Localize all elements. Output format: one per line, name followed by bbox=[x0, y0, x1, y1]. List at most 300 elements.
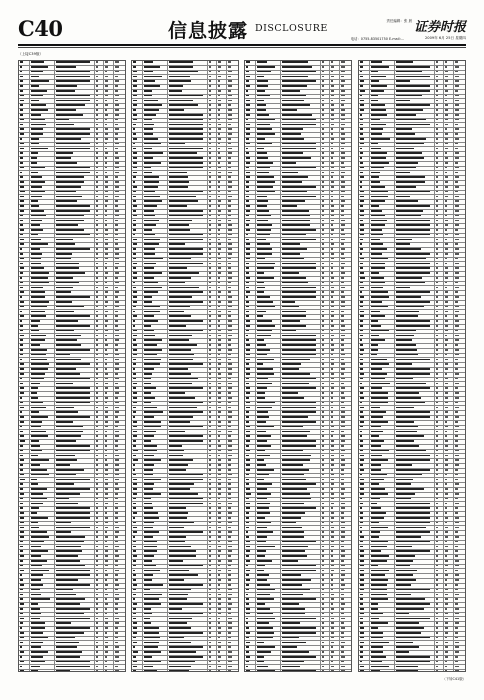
cell-text-glyphs bbox=[115, 282, 118, 284]
cell-text-glyphs bbox=[115, 200, 118, 202]
cell-text-glyphs bbox=[56, 488, 90, 490]
table-cell bbox=[340, 229, 351, 233]
table-cell bbox=[19, 286, 30, 290]
cell-text-glyphs bbox=[169, 196, 196, 198]
cell-text-glyphs bbox=[115, 579, 118, 581]
cell-text-glyphs bbox=[341, 220, 344, 222]
table-cell bbox=[132, 536, 143, 540]
cell-text-glyphs bbox=[56, 335, 81, 337]
table-cell bbox=[227, 277, 238, 281]
cell-text-glyphs bbox=[144, 124, 154, 126]
cell-text-glyphs bbox=[331, 114, 334, 116]
table-cell bbox=[168, 603, 208, 607]
table-cell bbox=[104, 579, 115, 583]
table-cell bbox=[132, 215, 143, 219]
cell-text-glyphs bbox=[31, 133, 44, 135]
table-cell bbox=[168, 310, 208, 314]
cell-text-glyphs bbox=[246, 128, 250, 130]
table-cell bbox=[168, 661, 208, 665]
cell-text-glyphs bbox=[56, 536, 85, 538]
table-cell bbox=[245, 85, 256, 89]
table-cell bbox=[321, 363, 329, 367]
cell-text-glyphs bbox=[341, 426, 345, 428]
table-cell bbox=[208, 522, 216, 526]
cell-text-glyphs bbox=[169, 541, 185, 543]
table-cell bbox=[217, 517, 228, 521]
table-cell bbox=[95, 661, 103, 665]
cell-text-glyphs bbox=[209, 220, 211, 222]
cell-text-glyphs bbox=[282, 215, 310, 217]
cell-text-glyphs bbox=[246, 253, 250, 255]
table-cell bbox=[217, 545, 228, 549]
cell-text-glyphs bbox=[20, 354, 23, 356]
table-cell bbox=[55, 248, 95, 252]
cell-text-glyphs bbox=[228, 267, 231, 269]
table-cell bbox=[132, 493, 143, 497]
table-cell bbox=[104, 99, 115, 103]
cell-text-glyphs bbox=[96, 431, 98, 433]
cell-text-glyphs bbox=[218, 512, 221, 514]
table-cell bbox=[114, 306, 125, 310]
cell-text-glyphs bbox=[96, 148, 98, 150]
table-cell bbox=[217, 622, 228, 626]
cell-text-glyphs bbox=[31, 325, 39, 327]
cell-text-glyphs bbox=[56, 80, 90, 82]
table-cell bbox=[104, 95, 115, 99]
table-cell bbox=[95, 426, 103, 430]
cell-text-glyphs bbox=[56, 315, 90, 317]
cell-text-glyphs bbox=[31, 455, 39, 457]
table-cell bbox=[227, 584, 238, 588]
cell-text-glyphs bbox=[56, 421, 73, 423]
table-cell bbox=[321, 387, 329, 391]
table-cell bbox=[208, 545, 216, 549]
cell-text-glyphs bbox=[20, 637, 24, 639]
cell-text-glyphs bbox=[169, 493, 197, 495]
cell-text-glyphs bbox=[257, 383, 272, 385]
table-cell bbox=[104, 478, 115, 482]
cell-text-glyphs bbox=[228, 598, 231, 600]
table-cell bbox=[104, 171, 115, 175]
table-cell bbox=[143, 152, 168, 156]
table-cell bbox=[55, 253, 95, 257]
cell-text-glyphs bbox=[115, 61, 118, 63]
cell-text-glyphs bbox=[20, 234, 23, 236]
cell-text-glyphs bbox=[133, 162, 137, 164]
table-cell bbox=[321, 109, 329, 113]
cell-text-glyphs bbox=[341, 90, 344, 92]
cell-text-glyphs bbox=[115, 119, 118, 121]
cell-text-glyphs bbox=[115, 598, 118, 600]
table-cell bbox=[114, 632, 125, 636]
cell-text-glyphs bbox=[322, 167, 324, 169]
cell-text-glyphs bbox=[169, 224, 189, 226]
cell-text-glyphs bbox=[133, 119, 137, 121]
cell-text-glyphs bbox=[322, 133, 324, 135]
table-cell bbox=[227, 200, 238, 204]
table-cell bbox=[281, 330, 321, 334]
cell-text-glyphs bbox=[228, 162, 231, 164]
table-cell bbox=[95, 440, 103, 444]
table-cell bbox=[227, 219, 238, 223]
cell-text-glyphs bbox=[115, 416, 118, 418]
cell-text-glyphs bbox=[169, 378, 198, 380]
cell-text-glyphs bbox=[331, 282, 334, 284]
table-cell bbox=[95, 368, 103, 372]
cell-text-glyphs bbox=[282, 344, 316, 346]
cell-text-glyphs bbox=[169, 363, 203, 365]
table-cell bbox=[227, 589, 238, 593]
table-cell bbox=[168, 512, 208, 516]
cell-text-glyphs bbox=[31, 392, 38, 394]
table-cell bbox=[217, 310, 228, 314]
cell-text-glyphs bbox=[105, 66, 108, 68]
table-cell bbox=[227, 215, 238, 219]
table-cell bbox=[208, 498, 216, 502]
table-cell bbox=[217, 378, 228, 382]
cell-text-glyphs bbox=[20, 503, 23, 505]
table-cell bbox=[281, 157, 321, 161]
cell-text-glyphs bbox=[133, 440, 136, 442]
cell-text-glyphs bbox=[105, 320, 108, 322]
table-cell bbox=[330, 267, 341, 271]
cell-text-glyphs bbox=[257, 335, 271, 337]
table-cell bbox=[30, 440, 55, 444]
cell-text-glyphs bbox=[133, 656, 136, 658]
table-cell bbox=[95, 550, 103, 554]
cell-text-glyphs bbox=[105, 215, 108, 217]
cell-text-glyphs bbox=[209, 277, 211, 279]
cell-text-glyphs bbox=[228, 234, 231, 236]
cell-text-glyphs bbox=[31, 479, 38, 481]
table-cell bbox=[168, 277, 208, 281]
cell-text-glyphs bbox=[115, 637, 118, 639]
table-cell bbox=[168, 205, 208, 209]
cell-text-glyphs bbox=[105, 80, 108, 82]
table-cell bbox=[168, 589, 208, 593]
cell-text-glyphs bbox=[31, 459, 50, 461]
cell-text-glyphs bbox=[20, 474, 24, 476]
cell-text-glyphs bbox=[133, 670, 136, 672]
cell-text-glyphs bbox=[105, 483, 108, 485]
cell-text-glyphs bbox=[105, 90, 108, 92]
cell-text-glyphs bbox=[169, 66, 193, 68]
table-cell bbox=[256, 320, 281, 324]
table-cell bbox=[114, 191, 125, 195]
table-cell bbox=[95, 498, 103, 502]
table-cell bbox=[30, 589, 55, 593]
cell-text-glyphs bbox=[209, 152, 211, 154]
cell-text-glyphs bbox=[169, 311, 184, 313]
cell-text-glyphs bbox=[341, 301, 345, 303]
cell-text-glyphs bbox=[341, 167, 344, 169]
table-cell bbox=[256, 66, 281, 70]
cell-text-glyphs bbox=[31, 407, 46, 409]
cell-text-glyphs bbox=[20, 661, 24, 663]
cell-text-glyphs bbox=[228, 594, 231, 596]
cell-text-glyphs bbox=[115, 531, 119, 533]
cell-text-glyphs bbox=[96, 224, 98, 226]
table-cell bbox=[227, 253, 238, 257]
table-cell bbox=[245, 99, 256, 103]
cell-text-glyphs bbox=[169, 138, 203, 140]
cell-text-glyphs bbox=[144, 282, 159, 284]
cell-text-glyphs bbox=[331, 277, 334, 279]
cell-text-glyphs bbox=[331, 426, 334, 428]
table-cell bbox=[143, 85, 168, 89]
cell-text-glyphs bbox=[96, 464, 98, 466]
cell-text-glyphs bbox=[20, 196, 24, 198]
table-cell bbox=[245, 90, 256, 94]
table-cell bbox=[227, 114, 238, 118]
table-cell bbox=[104, 402, 115, 406]
cell-text-glyphs bbox=[144, 651, 161, 653]
cell-text-glyphs bbox=[144, 642, 159, 644]
table-cell bbox=[321, 171, 329, 175]
table-cell bbox=[114, 291, 125, 295]
cell-text-glyphs bbox=[20, 383, 23, 385]
table-cell bbox=[19, 517, 30, 521]
table-cell bbox=[227, 545, 238, 549]
table-cell bbox=[143, 157, 168, 161]
cell-text-glyphs bbox=[115, 450, 118, 452]
table-cell bbox=[104, 574, 115, 578]
cell-text-glyphs bbox=[133, 622, 137, 624]
cell-text-glyphs bbox=[218, 354, 220, 356]
cell-text-glyphs bbox=[209, 148, 211, 150]
cell-text-glyphs bbox=[20, 215, 23, 217]
cell-text-glyphs bbox=[218, 407, 221, 409]
cell-text-glyphs bbox=[96, 646, 98, 648]
table-cell bbox=[104, 315, 115, 319]
table-cell bbox=[19, 483, 30, 487]
cell-text-glyphs bbox=[209, 402, 211, 404]
cell-text-glyphs bbox=[105, 363, 108, 365]
cell-text-glyphs bbox=[20, 546, 23, 548]
table-cell bbox=[95, 450, 103, 454]
table-cell bbox=[340, 147, 351, 151]
table-cell bbox=[19, 277, 30, 281]
cell-text-glyphs bbox=[257, 359, 274, 361]
table-cell bbox=[55, 186, 95, 190]
table-cell bbox=[330, 330, 341, 334]
table-cell bbox=[95, 272, 103, 276]
table-cell bbox=[132, 584, 143, 588]
table-cell bbox=[330, 243, 341, 247]
table-cell bbox=[19, 488, 30, 492]
cell-text-glyphs bbox=[218, 584, 221, 586]
cell-text-glyphs bbox=[56, 498, 69, 500]
table-cell bbox=[217, 258, 228, 262]
cell-text-glyphs bbox=[169, 570, 189, 572]
table-cell bbox=[132, 310, 143, 314]
table-cell bbox=[208, 85, 216, 89]
table-cell bbox=[217, 61, 228, 65]
table-cell bbox=[55, 411, 95, 415]
table-cell bbox=[55, 656, 95, 660]
table-cell bbox=[340, 330, 351, 334]
cell-text-glyphs bbox=[133, 527, 137, 529]
newspaper-masthead: 证券时报 bbox=[413, 20, 466, 35]
table-cell bbox=[245, 378, 256, 382]
table-cell bbox=[256, 99, 281, 103]
table-cell bbox=[245, 435, 256, 439]
cell-text-glyphs bbox=[341, 349, 344, 351]
table-cell bbox=[55, 478, 95, 482]
table-cell bbox=[132, 61, 143, 65]
table-cell bbox=[245, 248, 256, 252]
cell-text-glyphs bbox=[228, 133, 231, 135]
table-cell bbox=[281, 128, 321, 132]
table-cell bbox=[104, 119, 115, 123]
cell-text-glyphs bbox=[246, 397, 249, 399]
cell-text-glyphs bbox=[115, 670, 119, 672]
table-cell bbox=[245, 392, 256, 396]
cell-text-glyphs bbox=[218, 181, 220, 183]
table-cell bbox=[321, 157, 329, 161]
cell-text-glyphs bbox=[246, 349, 250, 351]
table-cell bbox=[321, 219, 329, 223]
table-cell bbox=[19, 474, 30, 478]
table-cell bbox=[55, 589, 95, 593]
table-cell bbox=[340, 344, 351, 348]
table-cell bbox=[330, 421, 341, 425]
cell-text-glyphs bbox=[218, 344, 221, 346]
cell-text-glyphs bbox=[96, 435, 98, 437]
cell-text-glyphs bbox=[218, 258, 221, 260]
cell-text-glyphs bbox=[257, 205, 267, 207]
cell-text-glyphs bbox=[96, 76, 98, 78]
cell-text-glyphs bbox=[96, 608, 98, 610]
cell-text-glyphs bbox=[31, 498, 48, 500]
table-cell bbox=[95, 454, 103, 458]
table-cell bbox=[340, 104, 351, 108]
table-cell bbox=[30, 661, 55, 665]
cell-text-glyphs bbox=[341, 143, 344, 145]
table-cell bbox=[168, 262, 208, 266]
table-cell bbox=[321, 296, 329, 300]
table-cell bbox=[143, 661, 168, 665]
table-cell bbox=[208, 104, 216, 108]
table-cell bbox=[30, 330, 55, 334]
table-cell bbox=[330, 310, 341, 314]
cell-text-glyphs bbox=[218, 560, 221, 562]
table-cell bbox=[95, 243, 103, 247]
cell-text-glyphs bbox=[31, 440, 39, 442]
table-cell bbox=[30, 123, 55, 127]
cell-text-glyphs bbox=[144, 594, 162, 596]
table-cell bbox=[114, 138, 125, 142]
cell-text-glyphs bbox=[218, 570, 221, 572]
cell-text-glyphs bbox=[169, 114, 203, 116]
table-cell bbox=[330, 90, 341, 94]
cell-text-glyphs bbox=[31, 128, 43, 130]
table-cell bbox=[55, 536, 95, 540]
table-cell bbox=[245, 162, 256, 166]
cell-text-glyphs bbox=[209, 512, 211, 514]
table-cell bbox=[114, 167, 125, 171]
table-cell bbox=[217, 186, 228, 190]
table-cell bbox=[256, 373, 281, 377]
table-cell bbox=[227, 363, 238, 367]
cell-text-glyphs bbox=[31, 311, 46, 313]
table-cell bbox=[168, 344, 208, 348]
cell-text-glyphs bbox=[322, 85, 324, 87]
table-cell bbox=[330, 71, 341, 75]
cell-text-glyphs bbox=[331, 205, 334, 207]
cell-text-glyphs bbox=[322, 277, 324, 279]
table-cell bbox=[30, 138, 55, 142]
cell-text-glyphs bbox=[133, 263, 137, 265]
table-cell bbox=[55, 541, 95, 545]
table-cell bbox=[208, 66, 216, 70]
table-cell bbox=[143, 291, 168, 295]
table-cell bbox=[208, 507, 216, 511]
table-cell bbox=[114, 181, 125, 185]
cell-text-glyphs bbox=[96, 479, 98, 481]
table-cell bbox=[168, 406, 208, 410]
cell-text-glyphs bbox=[218, 416, 221, 418]
table-cell bbox=[227, 320, 238, 324]
table-cell bbox=[19, 152, 30, 156]
cell-text-glyphs bbox=[144, 205, 157, 207]
cell-text-glyphs bbox=[105, 459, 107, 461]
cell-text-glyphs bbox=[133, 205, 137, 207]
table-cell bbox=[256, 378, 281, 382]
cell-text-glyphs bbox=[56, 114, 83, 116]
table-cell bbox=[227, 550, 238, 554]
cell-text-glyphs bbox=[218, 479, 221, 481]
cell-text-glyphs bbox=[209, 378, 211, 380]
table-cell bbox=[132, 622, 143, 626]
table-cell bbox=[30, 114, 55, 118]
table-cell bbox=[227, 426, 238, 430]
table-cell bbox=[55, 272, 95, 276]
cell-text-glyphs bbox=[257, 114, 269, 116]
cell-text-glyphs bbox=[133, 85, 137, 87]
table-cell bbox=[30, 286, 55, 290]
cell-text-glyphs bbox=[144, 133, 153, 135]
cell-text-glyphs bbox=[144, 493, 162, 495]
table-cell bbox=[208, 205, 216, 209]
table-cell bbox=[143, 334, 168, 338]
table-cell bbox=[330, 104, 341, 108]
cell-text-glyphs bbox=[331, 296, 334, 298]
table-cell bbox=[143, 75, 168, 79]
cell-text-glyphs bbox=[228, 517, 231, 519]
table-cell bbox=[132, 440, 143, 444]
cell-text-glyphs bbox=[169, 181, 189, 183]
cell-text-glyphs bbox=[246, 167, 249, 169]
table-cell bbox=[281, 344, 321, 348]
table-cell bbox=[321, 123, 329, 127]
table-cell bbox=[30, 598, 55, 602]
table-cell bbox=[168, 238, 208, 242]
cell-text-glyphs bbox=[144, 311, 161, 313]
cell-text-glyphs bbox=[31, 291, 46, 293]
table-cell bbox=[227, 579, 238, 583]
cell-text-glyphs bbox=[144, 560, 153, 562]
cell-text-glyphs bbox=[20, 104, 23, 106]
cell-text-glyphs bbox=[341, 71, 345, 73]
cell-text-glyphs bbox=[56, 306, 84, 308]
table-cell bbox=[168, 128, 208, 132]
cell-text-glyphs bbox=[169, 613, 203, 615]
cell-text-glyphs bbox=[20, 311, 22, 313]
table-cell bbox=[114, 363, 125, 367]
table-cell bbox=[340, 421, 351, 425]
cell-text-glyphs bbox=[56, 128, 90, 130]
